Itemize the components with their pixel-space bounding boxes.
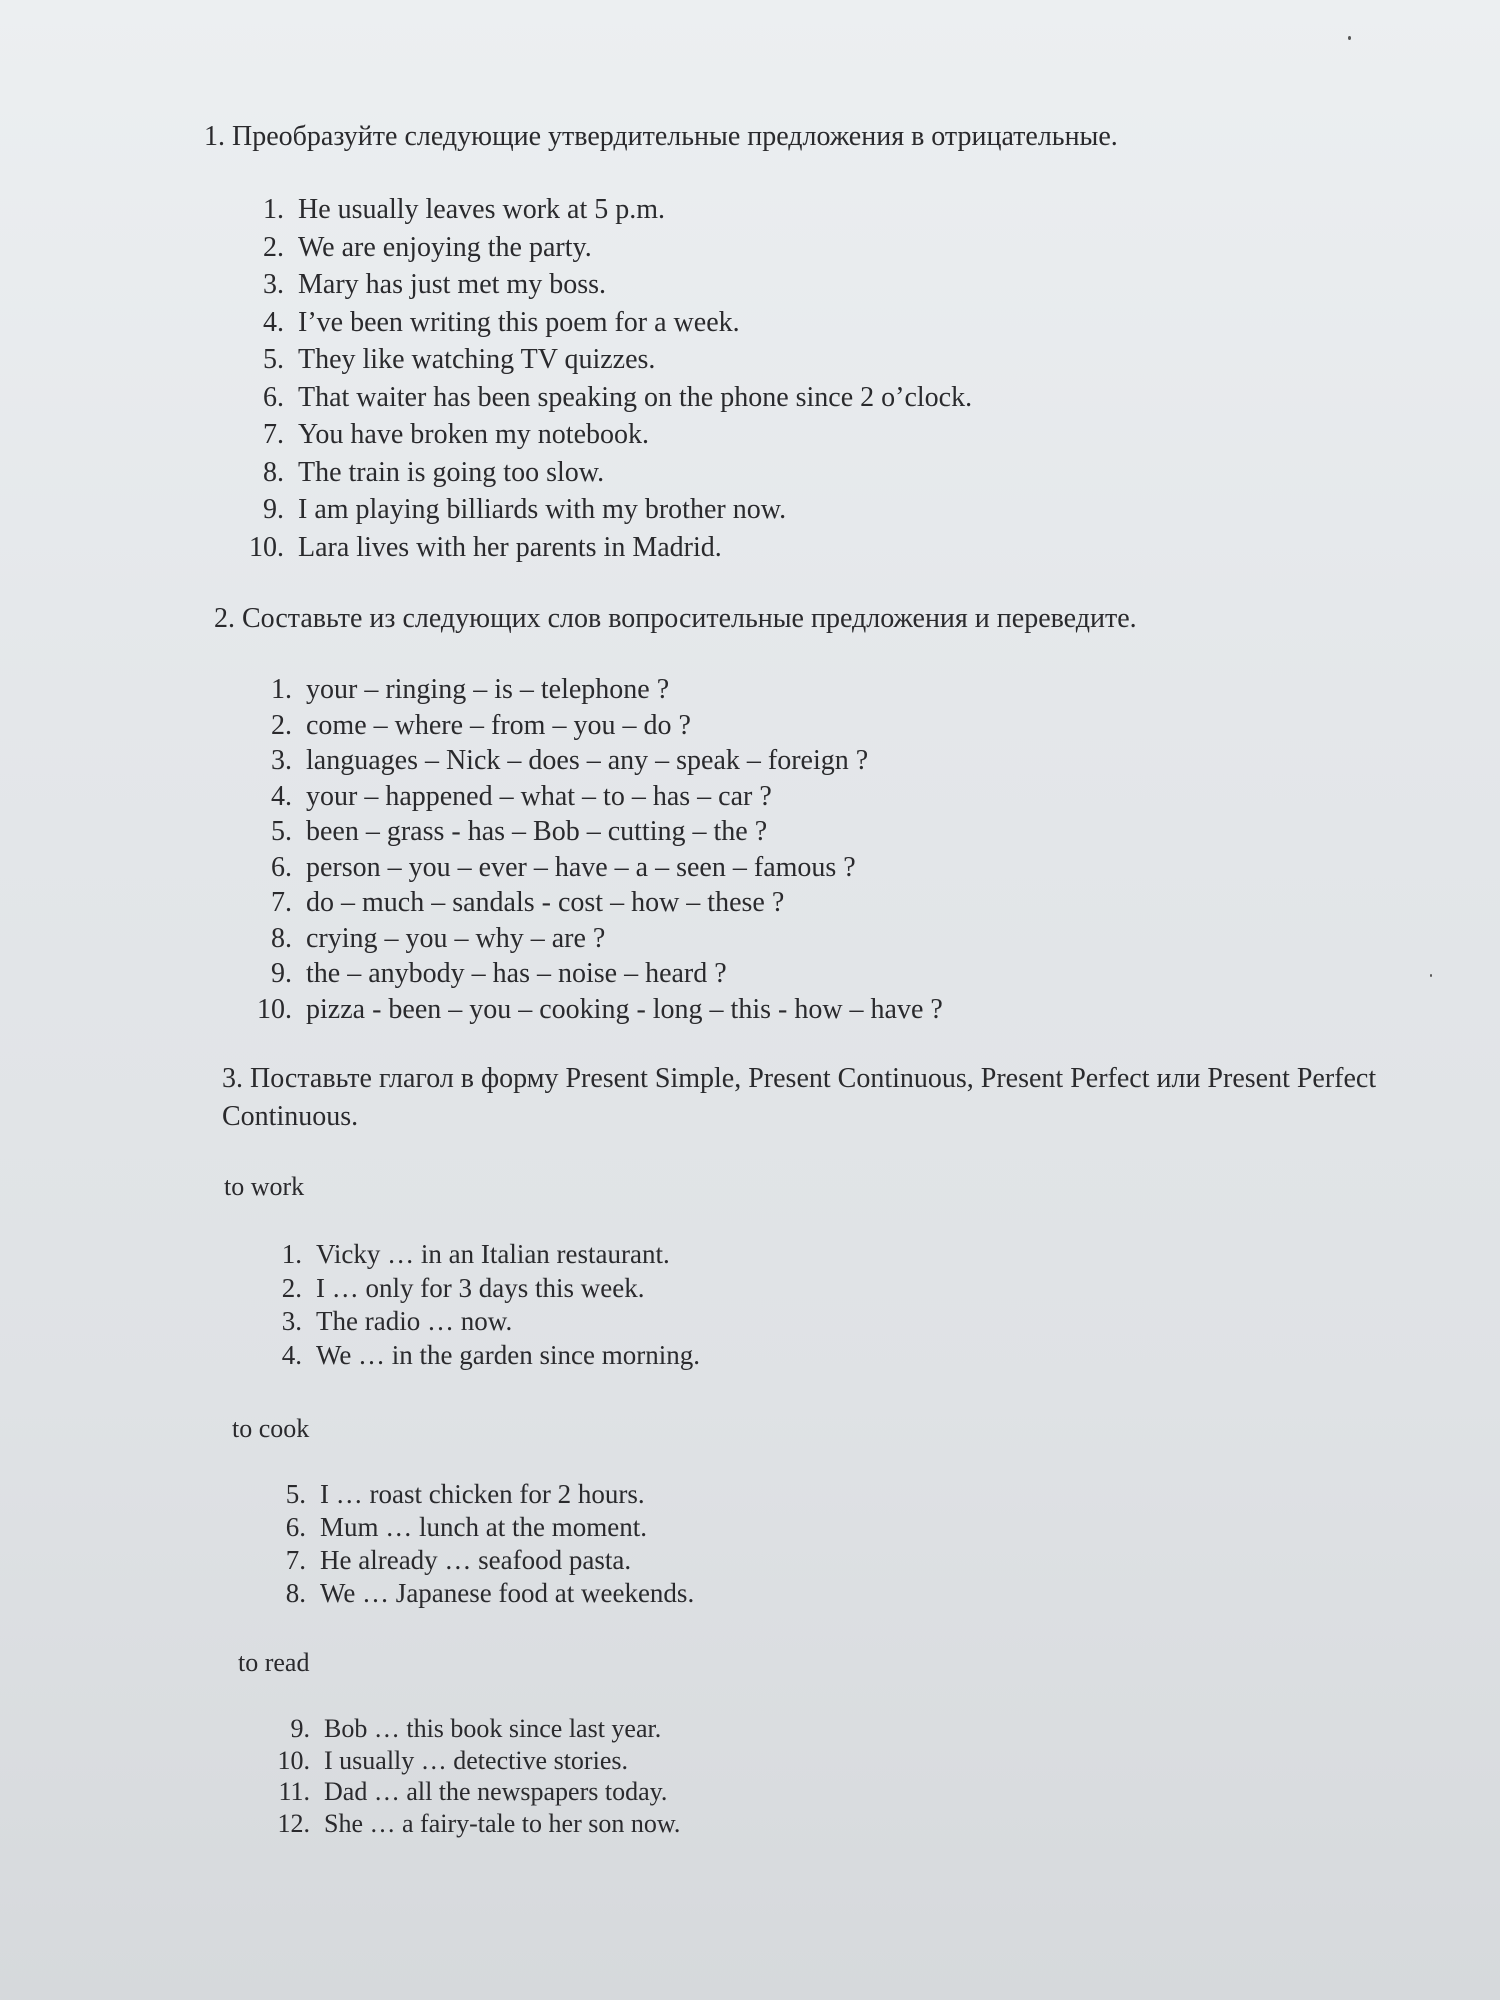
item-number: 8. xyxy=(285,1578,306,1608)
item-text: He usually leaves work at 5 p.m. xyxy=(298,194,666,225)
list-item xyxy=(254,885,943,921)
list-item xyxy=(264,1272,700,1306)
item-text: do – much – sandals - cost – how – these ? xyxy=(306,887,785,918)
list-item xyxy=(254,814,943,850)
section-3-list-cook xyxy=(268,1478,694,1610)
item-text: person – you – ever – have – a – seen – famous ? xyxy=(306,851,856,883)
list-item xyxy=(254,779,943,815)
item-text: come – where – from – you – do ? xyxy=(306,709,691,741)
item-text: languages – Nick – does – any – speak – foreign ? xyxy=(306,745,869,776)
verb-label-work: to work xyxy=(224,1172,305,1201)
list-item xyxy=(254,743,943,779)
item-number: 2. xyxy=(263,231,284,263)
item-text: He already … seafood pasta. xyxy=(320,1545,632,1575)
section-2-list xyxy=(254,672,943,1027)
item-text: Lara lives with her parents in Madrid. xyxy=(298,531,722,563)
item-number: 6. xyxy=(263,381,284,413)
item-text: your – happened – what – to – has – car ? xyxy=(306,780,772,812)
list-item xyxy=(272,1808,680,1840)
section-3-list-work xyxy=(264,1238,700,1372)
item-number: 2. xyxy=(271,709,292,741)
list-item xyxy=(254,921,943,957)
item-text: Mum … lunch at the moment. xyxy=(320,1512,647,1542)
list-item xyxy=(268,1511,694,1544)
item-number: 5. xyxy=(263,344,284,375)
section-1-list xyxy=(246,191,972,566)
item-number: 1. xyxy=(263,194,284,225)
item-text: I … roast chicken for 2 hours. xyxy=(320,1479,645,1509)
item-number: 7. xyxy=(263,419,284,450)
item-number: 4. xyxy=(271,780,292,812)
list-item xyxy=(272,1745,680,1777)
list-item xyxy=(254,850,943,886)
item-text: The radio … now. xyxy=(316,1306,513,1336)
paper-speck xyxy=(1430,974,1432,977)
list-item xyxy=(246,266,972,304)
list-item xyxy=(264,1238,700,1272)
item-number: 8. xyxy=(271,922,292,954)
item-text: I’ve been writing this poem for a week. xyxy=(298,306,740,338)
item-number: 12. xyxy=(277,1808,310,1838)
list-item xyxy=(254,672,943,708)
list-item xyxy=(264,1305,700,1339)
section-3-heading: 3. Поставьте глагол в форму Present Simple, Present Continuous, Present Perfect или Present Perfect Continuous. xyxy=(222,1063,1377,1132)
item-number: 4. xyxy=(281,1339,302,1370)
verb-label-read: to read xyxy=(238,1648,310,1677)
list-item xyxy=(246,304,972,342)
item-number: 3. xyxy=(281,1306,302,1336)
item-text: Dad … all the newspapers today. xyxy=(324,1777,668,1806)
item-text: I … only for 3 days this week. xyxy=(316,1272,645,1303)
item-text: We … in the garden since morning. xyxy=(316,1339,700,1370)
item-number: 6. xyxy=(271,851,292,883)
section-2-heading: 2. Составьте из следующих слов вопросительные предложения и переведите. xyxy=(214,603,1137,634)
item-text: You have broken my notebook. xyxy=(298,419,650,450)
item-number: 5. xyxy=(271,816,292,847)
item-number: 3. xyxy=(263,269,284,300)
list-item xyxy=(246,229,972,267)
item-number: 2. xyxy=(281,1272,302,1303)
item-text: your – ringing – is – telephone ? xyxy=(306,674,670,705)
list-item xyxy=(246,454,972,492)
verb-label-cook: to cook xyxy=(232,1414,310,1443)
item-number: 3. xyxy=(271,745,292,776)
list-item xyxy=(246,529,972,567)
item-text: I usually … detective stories. xyxy=(324,1745,628,1775)
item-number: 10. xyxy=(257,993,292,1025)
list-item xyxy=(254,708,943,744)
item-number: 9. xyxy=(263,494,284,525)
list-item xyxy=(246,341,972,379)
item-number: 10. xyxy=(277,1745,310,1775)
item-text: pizza - been – you – cooking - long – this - how – have ? xyxy=(306,993,943,1025)
paper-speck xyxy=(1348,36,1351,40)
item-number: 4. xyxy=(263,306,284,338)
item-number: 7. xyxy=(285,1545,306,1575)
item-number: 9. xyxy=(271,958,292,989)
list-item xyxy=(246,191,972,229)
list-item xyxy=(264,1339,700,1373)
item-text: They like watching TV quizzes. xyxy=(298,344,656,375)
item-text: crying – you – why – are ? xyxy=(306,922,606,954)
item-text: the – anybody – has – noise – heard ? xyxy=(306,958,727,989)
item-number: 10. xyxy=(249,531,284,563)
list-item xyxy=(246,379,972,417)
item-number: 1. xyxy=(281,1239,302,1269)
list-item xyxy=(268,1478,694,1511)
item-number: 1. xyxy=(271,674,292,705)
item-number: 11. xyxy=(278,1777,310,1806)
item-number: 7. xyxy=(271,887,292,918)
item-text: She … a fairy-tale to her son now. xyxy=(324,1808,681,1838)
item-text: Vicky … in an Italian restaurant. xyxy=(316,1239,670,1269)
item-number: 8. xyxy=(263,456,284,488)
list-item xyxy=(272,1776,680,1808)
item-text: been – grass - has – Bob – cutting – the ? xyxy=(306,816,768,847)
item-text: Bob … this book since last year. xyxy=(324,1714,662,1743)
item-text: Mary has just met my boss. xyxy=(298,269,606,300)
list-item xyxy=(246,416,972,454)
section-1-heading: 1. Преобразуйте следующие утвердительные предложения в отрицательные. xyxy=(204,121,1118,152)
list-item xyxy=(254,992,943,1028)
item-text: We are enjoying the party. xyxy=(298,231,592,263)
item-text: The train is going too slow. xyxy=(298,456,605,488)
section-3-list-read xyxy=(272,1713,680,1839)
item-number: 9. xyxy=(290,1714,310,1743)
list-item xyxy=(268,1544,694,1577)
list-item xyxy=(246,491,972,529)
item-text: We … Japanese food at weekends. xyxy=(320,1578,695,1608)
list-item xyxy=(268,1577,694,1610)
list-item xyxy=(272,1713,680,1745)
item-number: 6. xyxy=(285,1512,306,1542)
item-text: That waiter has been speaking on the phone since 2 o’clock. xyxy=(298,381,973,413)
list-item xyxy=(254,956,943,992)
item-text: I am playing billiards with my brother now. xyxy=(298,494,787,525)
item-number: 5. xyxy=(285,1479,306,1509)
